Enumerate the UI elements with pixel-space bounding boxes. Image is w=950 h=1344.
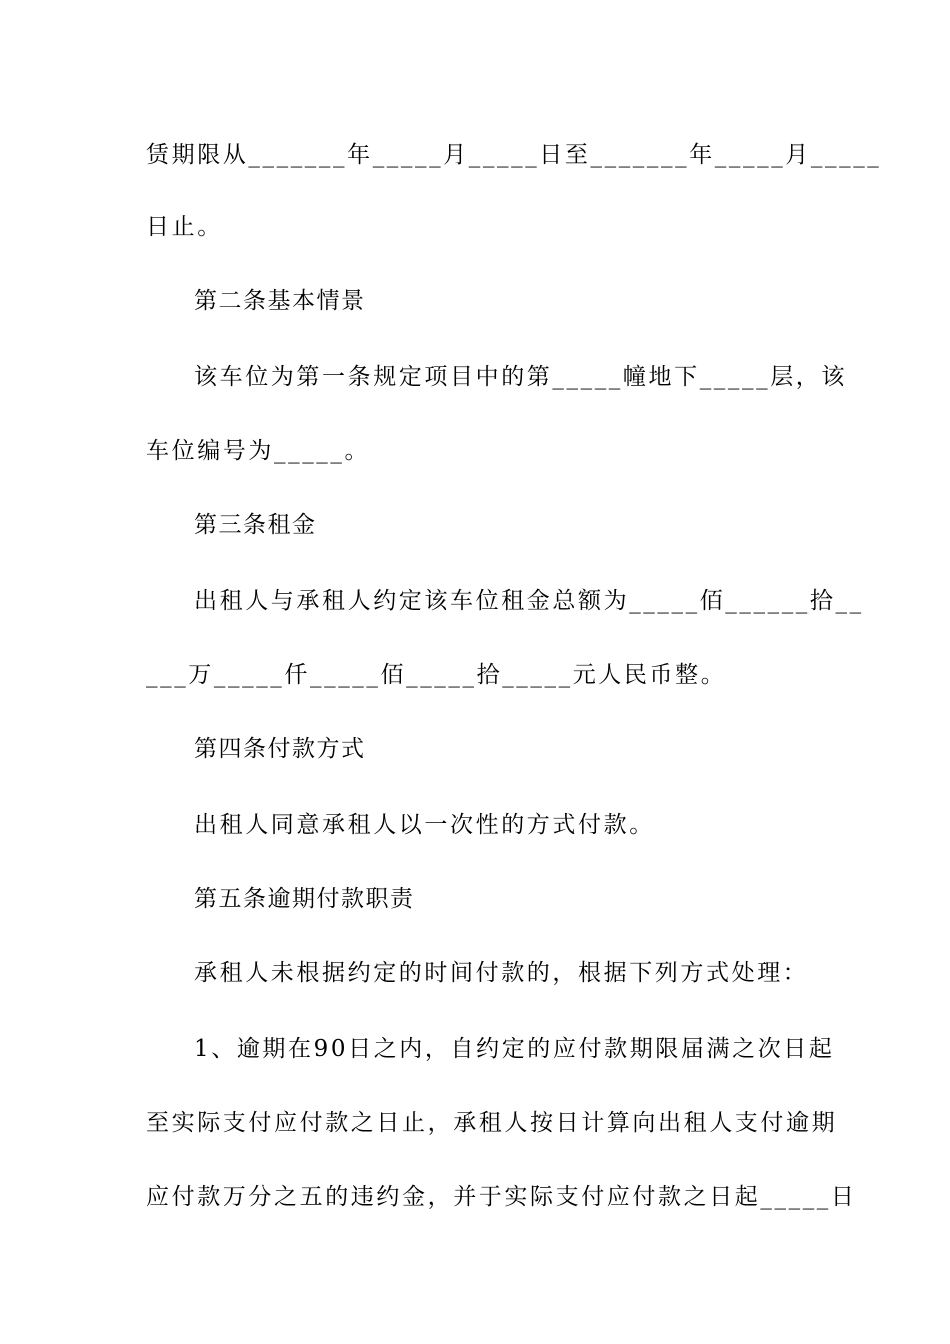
lease-term-line: 赁期限从_______年_____月_____日至_______年_____月_____ <box>146 142 882 168</box>
article-2-paragraph-line-1: 该车位为第一条规定项目中的第_____幢地下_____层，该 <box>194 364 847 390</box>
clause-1-line-3: 应付款万分之五的违约金，并于实际支付应付款之日起_____日 <box>146 1184 857 1210</box>
clause-1-line-1: 1、逾期在90日之内，自约定的应付款期限届满之次日起 <box>194 1036 835 1062</box>
article-3-paragraph-line-1: 出租人与承租人约定该车位租金总额为_____佰______拾__ <box>194 588 864 614</box>
article-5-heading: 第五条逾期付款职责 <box>194 886 415 912</box>
article-2-heading: 第二条基本情景 <box>194 288 366 314</box>
article-5-paragraph: 承租人未根据约定的时间付款的，根据下列方式处理： <box>194 960 809 986</box>
article-3-heading: 第三条租金 <box>194 512 317 538</box>
lease-term-end-line: 日止。 <box>146 214 223 240</box>
article-4-heading: 第四条付款方式 <box>194 736 366 762</box>
article-4-paragraph: 出租人同意承租人以一次性的方式付款。 <box>194 812 655 838</box>
clause-1-line-2: 至实际支付应付款之日止，承租人按日计算向出租人支付逾期 <box>146 1110 838 1136</box>
article-2-paragraph-line-2: 车位编号为_____。 <box>146 438 371 464</box>
article-3-paragraph-line-2: ___万_____仟_____佰_____拾_____元人民币整。 <box>146 662 727 688</box>
